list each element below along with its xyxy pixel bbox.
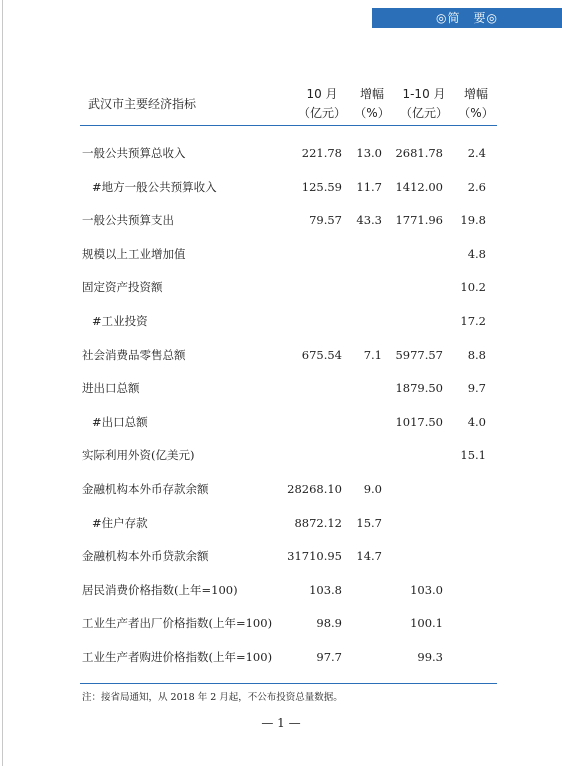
cell-ytd-value: 1879.50: [395, 381, 443, 395]
cell-month-growth: 9.0: [363, 482, 382, 496]
table-row: [0, 277, 562, 297]
header-col-ytd-growth-line1: 增幅: [463, 87, 488, 101]
table-row: [0, 177, 562, 197]
row-label: #住户存款: [92, 516, 148, 530]
table-row: [0, 345, 562, 365]
row-label: #工业投资: [92, 314, 148, 328]
cell-month-value: 8872.12: [294, 516, 342, 530]
cell-ytd-growth: 9.7: [467, 381, 486, 395]
cell-ytd-growth: 2.4: [467, 146, 486, 160]
cell-month-value: 221.78: [301, 146, 342, 160]
header-col-month-line2: （亿元）: [297, 106, 346, 120]
cell-ytd-growth: 17.2: [460, 314, 486, 328]
cell-month-growth: 43.3: [356, 213, 382, 227]
row-label: 规模以上工业增加值: [82, 247, 186, 261]
cell-month-value: 125.59: [301, 180, 342, 194]
cell-month-growth: 15.7: [356, 516, 382, 530]
table-row: [0, 143, 562, 163]
table-title: 武汉市主要经济指标: [88, 97, 197, 111]
cell-month-growth: 14.7: [356, 549, 382, 563]
cell-ytd-growth: 4.8: [467, 247, 486, 261]
table-row: [0, 210, 562, 230]
table-row: [0, 479, 562, 499]
cell-month-growth: 7.1: [363, 348, 382, 362]
table-row: [0, 647, 562, 667]
row-label: 实际利用外资(亿美元): [82, 448, 195, 462]
cell-ytd-value: 5977.57: [395, 348, 443, 362]
cell-month-value: 97.7: [316, 650, 342, 664]
cell-ytd-growth: 19.8: [460, 213, 486, 227]
header-col-ytd-line1: 1-10 月: [402, 87, 446, 101]
header-col-month-line1: 10 月: [306, 87, 338, 101]
cell-ytd-growth: 15.1: [460, 448, 486, 462]
cell-month-value: 79.57: [309, 213, 342, 227]
footnote: 注：接省局通知，从 2018 年 2 月起，不公布投资总量数据。: [82, 692, 343, 703]
cell-month-value: 98.9: [316, 616, 342, 630]
cell-month-growth: 11.7: [356, 180, 382, 194]
header-col-month-growth-line2: （%）: [354, 106, 390, 120]
row-label: 金融机构本外币贷款余额: [82, 549, 209, 563]
row-label: #地方一般公共预算收入: [92, 180, 217, 194]
row-label: 工业生产者购进价格指数(上年=100): [82, 650, 273, 664]
row-label: #出口总额: [92, 415, 148, 429]
footer-rule: [80, 683, 497, 684]
row-label: 进出口总额: [82, 381, 140, 395]
row-label: 固定资产投资额: [82, 280, 163, 294]
table-row: [0, 546, 562, 566]
header-col-month-growth: [352, 85, 392, 123]
cell-month-value: 28268.10: [287, 482, 342, 496]
table-row: [0, 445, 562, 465]
row-label: 一般公共预算支出: [82, 213, 174, 227]
header-rule: [80, 125, 497, 126]
section-banner: ◎简 要◎: [372, 8, 562, 28]
cell-ytd-growth: 4.0: [467, 415, 486, 429]
cell-ytd-growth: 2.6: [467, 180, 486, 194]
header-col-ytd-growth: [456, 85, 496, 123]
row-label: 工业生产者出厂价格指数(上年=100): [82, 616, 273, 630]
table-row: [0, 311, 562, 331]
page-number: — 1 —: [261, 716, 301, 730]
cell-ytd-value: 103.0: [410, 583, 443, 597]
row-label: 社会消费品零售总额: [82, 348, 186, 362]
header-col-month: [296, 85, 348, 123]
header-col-ytd-growth-line2: （%）: [458, 106, 494, 120]
table-row: [0, 244, 562, 264]
cell-ytd-value: 2681.78: [395, 146, 443, 160]
cell-month-value: 675.54: [301, 348, 342, 362]
cell-month-growth: 13.0: [356, 146, 382, 160]
table-row: [0, 378, 562, 398]
cell-ytd-value: 1771.96: [395, 213, 443, 227]
cell-ytd-growth: 10.2: [460, 280, 486, 294]
cell-month-value: 103.8: [309, 583, 342, 597]
cell-ytd-growth: 8.8: [467, 348, 486, 362]
header-col-ytd: [396, 85, 452, 123]
table-row: [0, 580, 562, 600]
table-row: [0, 513, 562, 533]
cell-month-value: 31710.95: [287, 549, 342, 563]
row-label: 金融机构本外币存款余额: [82, 482, 209, 496]
cell-ytd-value: 100.1: [410, 616, 443, 630]
cell-ytd-value: 99.3: [417, 650, 443, 664]
row-label: 居民消费价格指数(上年=100): [82, 583, 238, 597]
cell-ytd-value: 1017.50: [395, 415, 443, 429]
table-row: [0, 613, 562, 633]
table-row: [0, 412, 562, 432]
row-label: 一般公共预算总收入: [82, 146, 186, 160]
cell-ytd-value: 1412.00: [395, 180, 443, 194]
header-col-month-growth-line1: 增幅: [359, 87, 384, 101]
header-col-ytd-line2: （亿元）: [399, 106, 448, 120]
